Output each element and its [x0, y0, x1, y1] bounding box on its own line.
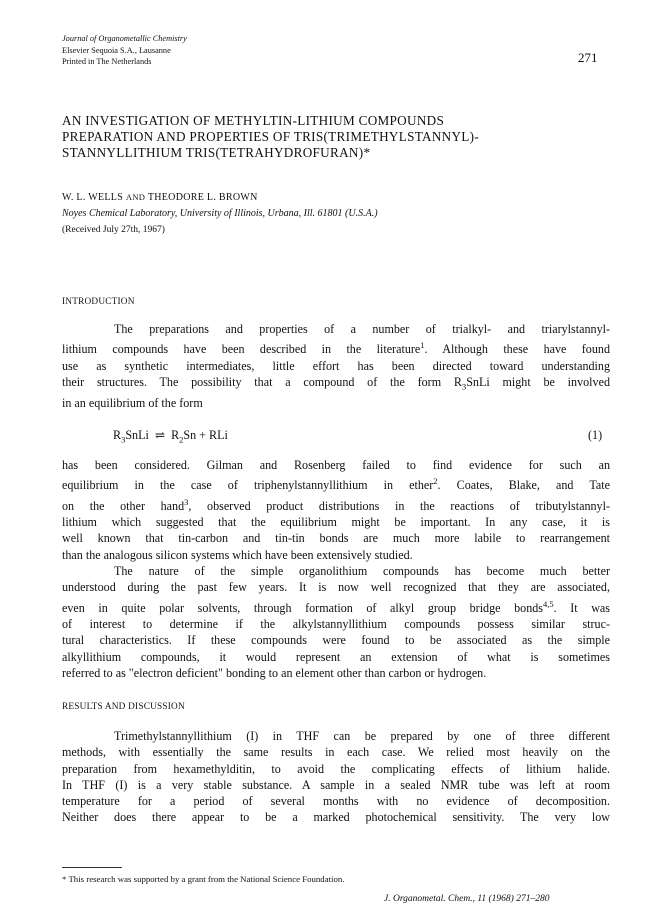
text-line: equilibrium in the case of triphenylstannyllithium in ether$^2$. Coates, Blake, and Tate	[62, 476, 610, 493]
journal-citation-footer: J. Organometal. Chem., 11 (1968) 271–280	[384, 894, 550, 904]
section-heading-results: RESULTS AND DISCUSSION	[62, 702, 185, 712]
text-line: methods, with essentially the same results in each case. We relied most heavily on the	[62, 745, 610, 760]
text-line: has been considered. Gilman and Rosenberg failed to find evidence for such an	[62, 458, 610, 472]
text-line: preparation from hexamethylditin, to avoid the complicating effects of lithium halide.	[62, 761, 610, 776]
paragraph	[62, 457, 610, 563]
text-line: alkyllithium compounds, it would represent an extension of what is sometimes	[62, 649, 610, 664]
text-line: temperature for a period of several months with no evidence of decomposition.	[62, 794, 610, 809]
text-line: use as synthetic intermediates, little effort has been directed toward understanding	[62, 358, 610, 373]
text-line: well known that tin-carbon and tin-tin bonds are much more labile to rearrangement	[62, 531, 610, 546]
text-line: lithium compounds have been described in the literature$^1$. Although these have found	[62, 340, 610, 357]
text-line: In THF (I) is a very stable substance. A sample in a sealed NMR tube was left at room	[62, 777, 610, 792]
text-line: in an equilibrium of the form	[62, 395, 203, 410]
text-line: their structures. The possibility that a compound of the form $R_3SnLi$ might be involved	[62, 374, 610, 392]
equation: $R_3SnLi$ ⇌ $R_2Sn$ + RLi	[113, 428, 228, 445]
paragraph	[62, 728, 610, 826]
journal-meta	[62, 33, 187, 68]
title-line: STANNYLLITHIUM TRIS(TETRAHYDROFURAN)*	[62, 145, 371, 160]
text-line: tural characteristics. If these compounds were found to be associated as the simple	[62, 633, 610, 648]
publisher: Elsevier Sequoia S.A., Lausanne	[62, 45, 171, 55]
title-line: PREPARATION AND PROPERTIES OF TRIS(TRIMETHYLSTANNYL)-	[62, 129, 480, 144]
affiliation: Noyes Chemical Laboratory, University of Illinois, Urbana, Ill. 61801 (U.S.A.)	[62, 208, 378, 219]
text-line: The preparations and properties of a number of trialkyl- and triarylstannyl-	[114, 322, 610, 336]
article-title	[62, 113, 622, 161]
page-number: 271	[578, 50, 598, 65]
citation-ref: 1	[420, 340, 425, 351]
text-line: The nature of the simple organolithium compounds has become much better	[114, 564, 610, 578]
author-name: THEODORE L. BROWN	[147, 192, 258, 203]
text-line: Trimethylstannyllithium (I) in THF can be prepared by one of three different	[114, 729, 610, 743]
title-line: AN INVESTIGATION OF METHYLTIN-LITHIUM COMPOUNDS	[62, 113, 445, 128]
paragraph	[62, 563, 610, 681]
text-line: of interest to determine if the alkylstannyllithium compounds possess similar struc-	[62, 616, 610, 631]
citation-ref: 3	[184, 496, 189, 507]
author-list	[62, 192, 258, 203]
text-line: Neither does there appear to be a marked photochemical sensitivity. The very low	[62, 810, 610, 825]
text-line: on the other hand$^3$, observed product distributions in the reactions of tributylstannyl-	[62, 496, 610, 513]
equilibrium-arrow: ⇌	[154, 428, 166, 442]
author-name: W. L. WELLS	[62, 192, 124, 203]
paragraph	[62, 321, 610, 411]
section-heading-introduction: INTRODUCTION	[62, 297, 135, 307]
author-conjunction: AND	[125, 192, 146, 202]
text-line: lithium which suggested that the equilibrium might be important. In any case, it is	[62, 514, 610, 529]
printed-in: Printed in The Netherlands	[62, 57, 152, 66]
text-line: referred to as "electron deficient" bonding to an element other than carbon or hydrogen.	[62, 665, 487, 680]
text-line: than the analogous silicon systems which have been extensively studied.	[62, 547, 413, 562]
footnote-divider	[62, 867, 122, 868]
citation-ref: 2	[433, 476, 438, 487]
journal-name: Journal of Organometallic Chemistry	[62, 34, 187, 43]
equation-number: (1)	[588, 428, 603, 442]
text-line: even in quite polar solvents, through formation of alkyl group bridge bonds$^{4,5}$. It was	[62, 598, 611, 615]
text-line: understood during the past few years. It is now well recognized that they are associated,	[62, 580, 610, 595]
received-date: (Received July 27th, 1967)	[62, 225, 165, 235]
citation-ref: 4,5	[543, 598, 554, 609]
footnote: * This research was supported by a grant from the National Science Foundation.	[62, 874, 345, 884]
